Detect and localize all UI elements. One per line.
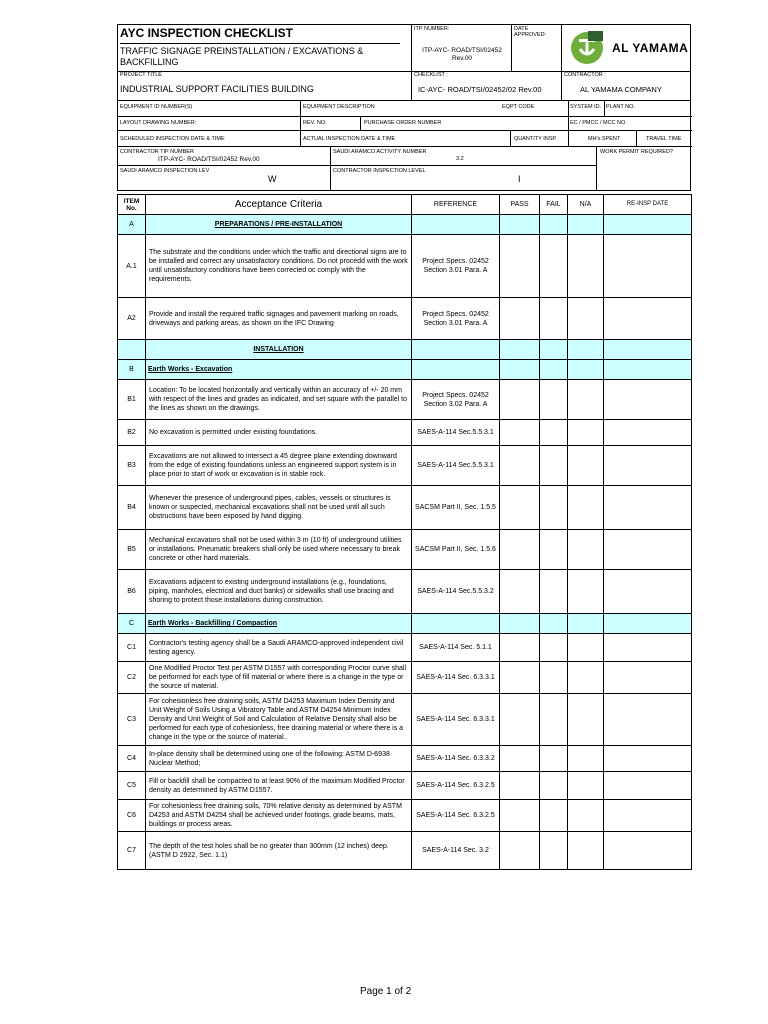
col-fail: FAIL [540,195,568,215]
na-cell[interactable] [568,772,604,800]
item-number: C5 [118,772,146,800]
fail-cell[interactable] [540,235,568,298]
reference: SAES-A-114 Sec. 5.1.1 [412,634,500,662]
na-cell[interactable] [568,530,604,570]
fail-cell[interactable] [540,746,568,772]
project-title-label: PROJECT TITLE [120,72,162,78]
section-row [118,215,692,235]
divider [360,117,361,131]
fail-cell[interactable] [540,486,568,530]
scheduled-date-field: SCHEDULED INSPECTION DATE & TIME [120,136,225,142]
reference: SAES-A-114 Sec. 6.3.3.2 [412,746,500,772]
empty-cell [500,340,540,360]
table-row [118,800,692,832]
saudi-level-value: W [268,174,277,184]
acceptance-criteria: For cohesionless free draining soils, 70% relative density as determined by ASTM D4253 and ASTM D4254 shall be achieved under footings, grade beams, mats, buildings or process areas. [146,800,412,832]
item-number: B4 [118,486,146,530]
contractor-label: CONTRACTOR : [564,72,606,78]
empty-cell [604,614,692,634]
reinsp-date-cell[interactable] [604,772,692,800]
acceptance-criteria: No excavation is permitted under existing foundations. [146,420,412,446]
fail-cell[interactable] [540,420,568,446]
fail-cell[interactable] [540,298,568,340]
empty-cell [412,215,500,235]
reference: SACSM Part II, Sec. 1.5.5 [412,486,500,530]
contractor-level-label: CONTRACTOR INSPECTION LEVEL [333,168,426,174]
empty-cell [500,360,540,380]
fail-cell[interactable] [540,634,568,662]
acceptance-criteria: Fill or backfill shall be compacted to at least 90% of the maximum Modified Proctor density as determined by ASTM D1557. [146,772,412,800]
section-item: B [118,360,146,380]
na-cell[interactable] [568,570,604,614]
col-criteria: Acceptance Criteria [146,195,412,215]
empty-cell [568,360,604,380]
na-cell[interactable] [568,298,604,340]
reference: SAES-A-114 Sec.5.5.3.2 [412,570,500,614]
item-number: C2 [118,662,146,694]
item-number: B3 [118,446,146,486]
divider [300,117,301,131]
info-row-layout [118,117,692,131]
logo-text: AL YAMAMA [612,41,689,55]
reinsp-date-cell[interactable] [604,298,692,340]
reference: SAES-A-114 Sec. 6.3.3.1 [412,694,500,746]
section-title: INSTALLATION [146,340,412,360]
table-row [118,832,692,870]
empty-cell [604,215,692,235]
na-cell[interactable] [568,420,604,446]
acceptance-criteria: The substrate and the conditions under which the traffic and directional signs are to be installed and correct any unsatisfactory conditions. Do not procedd with the work until unsatisfactory conditions have been corrected oc comply with the requirements. [146,235,412,298]
itp-number-label: ITP NUMBER: [414,26,450,32]
pass-cell[interactable] [500,800,540,832]
empty-cell [604,340,692,360]
item-number: C6 [118,800,146,832]
table-row [118,570,692,614]
column-header-row [118,195,692,215]
section-item [118,340,146,360]
empty-cell [540,360,568,380]
table-row [118,235,692,298]
col-item: ITEM No. [118,195,146,215]
reinsp-date-cell[interactable] [604,446,692,486]
fail-cell[interactable] [540,570,568,614]
reference: Project Specs. 02452 Section 3.02 Para. A [412,380,500,420]
table-row [118,772,692,800]
na-cell[interactable] [568,235,604,298]
header-block [117,24,691,72]
divider [568,117,569,131]
divider [330,147,331,165]
mhs-spent-field: MH's SPENT [588,136,621,142]
checklist-body [118,215,692,870]
empty-cell [412,340,500,360]
reference: SAES-A-114 Sec. 6.3.2.5 [412,800,500,832]
equipment-desc-field: EQUIPMENT DESCRIPTION [303,104,375,110]
fail-cell[interactable] [540,772,568,800]
item-number: B5 [118,530,146,570]
checklist-subtitle: TRAFFIC SIGNAGE PREINSTALLATION / EXCAVATIONS & BACKFILLING [120,43,400,68]
item-number: C3 [118,694,146,746]
col-reinsp: RE-INSP DATE [604,195,692,215]
empty-cell [412,614,500,634]
contractor-name: AL YAMAMA COMPANY [580,85,662,94]
contractor-tip-value: ITP-AYC- ROAD/TSI/02452 Rev.00 [158,156,260,163]
acceptance-criteria: Provide and install the required traffic signages and pavement marking on roads, driveways and parking areas, as shown on the IFC Drawing [146,298,412,340]
info-row-dates [118,131,692,147]
section-row [118,360,692,380]
acceptance-criteria: One Modified Proctor Test per ASTM D1557 with corresponding Proctor curve shall be performed for each type of fill material or where there is a change in the type or the source of material. [146,662,412,694]
acceptance-criteria: Excavations are not allowed to intersect a 45 degree plane extending downward from the edge of existing foundations unless an engineered support system is in place prior to start of work or excavation is in stable rock. [146,446,412,486]
empty-cell [568,215,604,235]
divider [568,131,569,147]
purchase-order-field: PURCHASE ORDER NUMBER [364,120,442,126]
reference: SAES-A-114 Sec. 6.3.2.5 [412,772,500,800]
reinsp-date-cell[interactable] [604,420,692,446]
item-number: B1 [118,380,146,420]
reinsp-date-cell[interactable] [604,800,692,832]
fail-cell[interactable] [540,530,568,570]
fail-cell[interactable] [540,662,568,694]
project-row [117,71,691,101]
item-number: C4 [118,746,146,772]
na-cell[interactable] [568,746,604,772]
na-cell[interactable] [568,694,604,746]
table-row [118,380,692,420]
pass-cell[interactable] [500,832,540,870]
reinsp-date-cell[interactable] [604,634,692,662]
section-title: Earth Works - Excavation [146,360,412,380]
table-row [118,746,692,772]
table-row [118,530,692,570]
reinsp-date-cell[interactable] [604,694,692,746]
table-row [118,420,692,446]
logo-cell [562,25,690,71]
reinsp-date-cell[interactable] [604,746,692,772]
section-item: A [118,215,146,235]
checklist-number-label: CHECKLIST : [414,72,448,78]
reference: SAES-A-114 Sec. 6.3.3.1 [412,662,500,694]
empty-cell [540,215,568,235]
pass-cell[interactable] [500,486,540,530]
page-number: Page 1 of 2 [360,986,412,997]
col-na: N/A [568,195,604,215]
item-number: B2 [118,420,146,446]
pass-cell[interactable] [500,694,540,746]
pass-cell[interactable] [500,420,540,446]
fail-cell[interactable] [540,694,568,746]
checklist-title: AYC INSPECTION CHECKLIST [120,26,293,40]
eqpt-code-field: EQPT CODE [502,104,535,110]
na-cell[interactable] [568,486,604,530]
checklist-table [117,194,692,870]
acceptance-criteria: Location: To be located horizontally and vertically within an accuracy of +/- 20 mm with respect of the lines and grades as indicated, and set square with the parallel to the lines as shown on the drawings. [146,380,412,420]
project-title-cell [118,71,412,100]
section-row [118,614,692,634]
saudi-activity-value: 3.2 [456,156,464,162]
info-row-equipment [118,101,692,117]
table-row [118,694,692,746]
divider [568,101,569,117]
divider [330,165,331,191]
reference: SAES-A-114 Sec. 3.2 [412,832,500,870]
fail-cell[interactable] [540,832,568,870]
acceptance-criteria: Excavations adjacent to existing underground installations (e.g., foundations, piping, manholes, electrical and duct banks) or sidewalks shall use bracing and shoring to protect those installations during construction. [146,570,412,614]
empty-cell [540,614,568,634]
divider [300,131,301,147]
reinsp-date-cell[interactable] [604,380,692,420]
na-cell[interactable] [568,662,604,694]
reference: SAES-A-114 Sec.5.5.3.1 [412,446,500,486]
ec-pmcc-field: EC / PMCC / MCC NO. [570,120,627,126]
empty-cell [540,340,568,360]
na-cell[interactable] [568,800,604,832]
acceptance-criteria: For cohesionless free draining soils, ASTM D4253 Maximum Index Density and Unit Weight of Soils Using a Vibratory Table and ASTM D4254 Minimum Index Density and Unit Weight of Soil and Calculation of Relative Density shall also be performed for each type of cohesionless, free draining material or where there is a change in the type or the source of material.. [146,694,412,746]
pass-cell[interactable] [500,634,540,662]
checklist-number: IC-AYC- ROAD/TSI/02452/02 Rev.00 [418,85,542,94]
pass-cell[interactable] [500,530,540,570]
acceptance-criteria: Whenever the presence of underground pipes, cables, vessels or structures is known or suspected, mechanical excavations shall not be used until all such obstructions have been exposed by hand digging. [146,486,412,530]
reinsp-date-cell[interactable] [604,235,692,298]
empty-cell [500,614,540,634]
equipment-id-field: EQUIPMENT ID NUMBER(S) [120,104,193,110]
section-title: PREPARATIONS / PRE-INSTALLATION [146,215,412,235]
acceptance-criteria: Mechanical excavators shall not be used within 3 m (10 ft) of underground utilities or installations. Pneumatic breakers shall only be used where necessary to break concrete or other hard materials. [146,530,412,570]
reference: Project Specs. 02452 Section 3.01 Para. A [412,235,500,298]
table-row [118,662,692,694]
acceptance-criteria: The depth of the test holes shall be no greater than 300mm (12 inches) deep. (ASTM D 2922, Sec. 1.1) [146,832,412,870]
system-id-field: SYSTEM ID. [570,104,602,110]
divider [300,101,301,117]
section-row [118,340,692,360]
col-pass: PASS [500,195,540,215]
contractor-level-value: I [518,174,521,184]
empty-cell [568,614,604,634]
pass-cell[interactable] [500,298,540,340]
pass-cell[interactable] [500,570,540,614]
col-reference: REFERENCE [412,195,500,215]
pass-cell[interactable] [500,446,540,486]
pass-cell[interactable] [500,746,540,772]
item-number: A2 [118,298,146,340]
title-cell [118,25,412,71]
info-row-levels [118,165,596,191]
reinsp-date-cell[interactable] [604,530,692,570]
reference: Project Specs. 02452 Section 3.01 Para. A [412,298,500,340]
contractor-cell [562,71,690,100]
divider [636,131,637,147]
contractor-tip-label: CONTRACTOR TIP NUMBER [120,149,194,155]
itp-number-cell [412,25,512,71]
project-title: INDUSTRIAL SUPPORT FACILITIES BUILDING [120,84,314,94]
empty-cell [412,360,500,380]
info-row-tip [118,147,692,165]
na-cell[interactable] [568,634,604,662]
al-yamama-logo-icon [568,29,606,67]
date-approved-label: DATE APPROVED: [514,26,547,38]
na-cell[interactable] [568,446,604,486]
empty-cell [568,340,604,360]
reference: SAES-A-114 Sec.5.5.3.1 [412,420,500,446]
divider [604,101,605,117]
layout-drawing-field: LAYOUT DRAWING NUMBER: [120,120,197,126]
saudi-activity-label: SAUDI ARAMCO ACTIVITY NUMBER [333,149,427,155]
item-number: C1 [118,634,146,662]
fail-cell[interactable] [540,380,568,420]
table-row [118,486,692,530]
plant-no-field: PLANT NO. [606,104,635,110]
table-row [118,634,692,662]
item-number: B6 [118,570,146,614]
section-item: C [118,614,146,634]
itp-number-value: ITP-AYC- ROAD/TSI/02452 Rev.00 [422,47,502,62]
reinsp-date-cell[interactable] [604,570,692,614]
rev-no-field: REV. NO. [303,120,327,126]
acceptance-criteria: In-place density shall be determined using one of the following: ASTM D-6938 Nuclear Method; [146,746,412,772]
divider [510,131,511,147]
pass-cell[interactable] [500,235,540,298]
travel-time-field: TRAVEL TIME [646,136,682,142]
info-fields [117,101,691,191]
empty-cell [604,360,692,380]
reinsp-date-cell[interactable] [604,832,692,870]
work-permit-field: WORK PERMIT REQUIRED? [600,149,673,155]
date-approved-cell [512,25,562,71]
na-cell[interactable] [568,832,604,870]
actual-date-field: ACTUAL INSPECTION DATE & TIME [303,136,396,142]
saudi-level-label: SAUDI ARAMCO INSPECTION LEV [120,168,210,174]
checklist-number-cell [412,71,562,100]
empty-cell [500,215,540,235]
divider [596,147,597,191]
quantity-insp-field: QUANTITY INSP. [514,136,557,142]
reference: SACSM Part II, Sec. 1.5.6 [412,530,500,570]
fail-cell[interactable] [540,446,568,486]
reinsp-date-cell[interactable] [604,662,692,694]
item-number: C7 [118,832,146,870]
section-title: Earth Works - Backfilling / Compaction [146,614,412,634]
acceptance-criteria: Contractor's testing agency shall be a Saudi ARAMCO-approved independent civil testing agency. [146,634,412,662]
reinsp-date-cell[interactable] [604,486,692,530]
item-number: A.1 [118,235,146,298]
pass-cell[interactable] [500,662,540,694]
table-row [118,298,692,340]
na-cell[interactable] [568,380,604,420]
fail-cell[interactable] [540,800,568,832]
pass-cell[interactable] [500,380,540,420]
table-row [118,446,692,486]
pass-cell[interactable] [500,772,540,800]
